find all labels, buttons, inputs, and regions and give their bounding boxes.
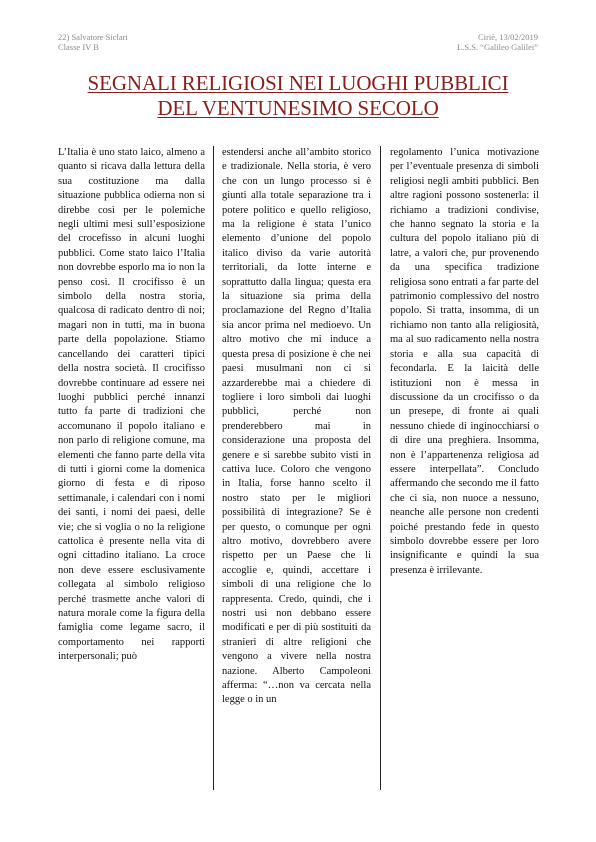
text-column-3: regolamento l’unica motivazione per l’eventuale presenza di simboli religiosi negli ambiti pubblici. Ben altre ragioni possono sostenerla: il richiamo a tradizioni condivise, che hanno segnato la storia e la cultura del popolo italiano più di latre, a valori che, pur provenendo da una specifica tradizione religiosa sono entrati a far parte del patrimonio complessivo del nostro popolo. Si tratta, insomma, di un richiamo non tanto alla religiosità, ma al suo radicamento nella nostra storia e alla sua capacità di fecondarla. E la laicità delle istituzioni non è messa in discussione da un crocifisso o da un presepe, di fronte ai quali nessuno chiede di inginocchiarsi o di dire una preghiera. Insomma, non è l’appartenenza religiosa ad essere interpellata”. Concludo affermando che secondo me il fatto che ci sia, non nuoce a nessuno, neanche alle persone non credenti poiché prestando fede in questo simbolo dovrebbe essere per loro insignificante e quindi la sua presenza è irrilevante.	[390, 147, 539, 576]
author-header	[58, 32, 128, 52]
column-divider-1	[213, 146, 214, 790]
column-divider-2	[380, 146, 381, 790]
date-school-header	[457, 32, 538, 52]
place-date: Ciriè, 13/02/2019	[478, 32, 538, 42]
text-column-2: estendersi anche all’ambito storico e tradizionale. Nella storia, è vero che con un lungo processo si è giunti alla totale separazione tra i potere politico e quello religioso, ma la religione è stata l’unico elemento d’unione del popolo italico diviso da varie autorità territoriali, da lotte interne e soprattutto dalla lingua; questa era la situazione sia prima della proclamazione del Regno d’Italia sia ancor prima nel medioevo. Un altro motivo che mi induce a questa presa di posizione è che nei paesi musulmani non ci si azzarderebbe mai a chiedere di togliere i loro simboli dai luoghi pubblici, perché non prenderebbero mai in considerazione una proposta del genere e si sarebbe subito visti in cattiva luce. Coloro che vengono in Italia, forse hanno scelto il nostro stato per le migliori possibilità di integrazione? Se è per questo, o comunque per ogni altro motivo, dovrebbero avere rispetto per un Paese che li accoglie e, quindi, accettare i simboli di una religione che lo rappresenta. Credo, quindi, che i nostri usi non debbano essere modificati e per di più sostituiti da stranieri di altre religioni che vengono a vivere nella nostra nazione. Alberto Campoleoni afferma: “…non va cercata nella legge o in un	[222, 147, 371, 706]
author-name: 22) Salvatore Siclari	[58, 32, 128, 42]
document-title	[40, 71, 556, 121]
title-line-2: DEL VENTUNESIMO SECOLO	[157, 96, 439, 120]
school-name: L.S.S. “Galileo Galilei”	[457, 42, 538, 52]
class-label: Classe IV B	[58, 42, 99, 52]
title-line-1: SEGNALI RELIGIOSI NEI LUOGHI PUBBLICI	[87, 71, 509, 95]
text-column-1: L’Italia è uno stato laico, almeno a quanto si ricava dalla lettura della sua costituzione ma dalla situazione pubblica odierna non si direbbe così per le polemiche negli ultimi mesi sull’esposizione del crocefisso in alcuni luoghi pubblici. Come stato laico l’Italia non dovrebbe esporlo ma io non la penso così. Il crocifisso è un simbolo della nostra storia, qualcosa di radicato dentro di noi; magari non in tutti, ma in buona parte della popolazione. Stiamo cancellando dei caratteri tipici della nostra società. Il crocifisso dovrebbe continuare ad essere nei luoghi pubblici perché innanzi tutto fa parte di tradizioni che accomunano il popolo italiano e non parlo di religione comune, ma elementi che fanno parte della vita di tutti i giorni come la domenica giorno di festa e di riposo settimanale, i calendari con i nomi dei santi, i nomi dei paesi, delle vie; che si voglia o no la religione cattolica è presente nella vita di ogni cittadino italiano. La croce non deve essere esclusivamente collegata al simbolo religioso perché trasmette anche valori di natura morale come la figura della famiglia come legame sacro, il comportamento nei rapporti interpersonali; può	[58, 147, 205, 663]
